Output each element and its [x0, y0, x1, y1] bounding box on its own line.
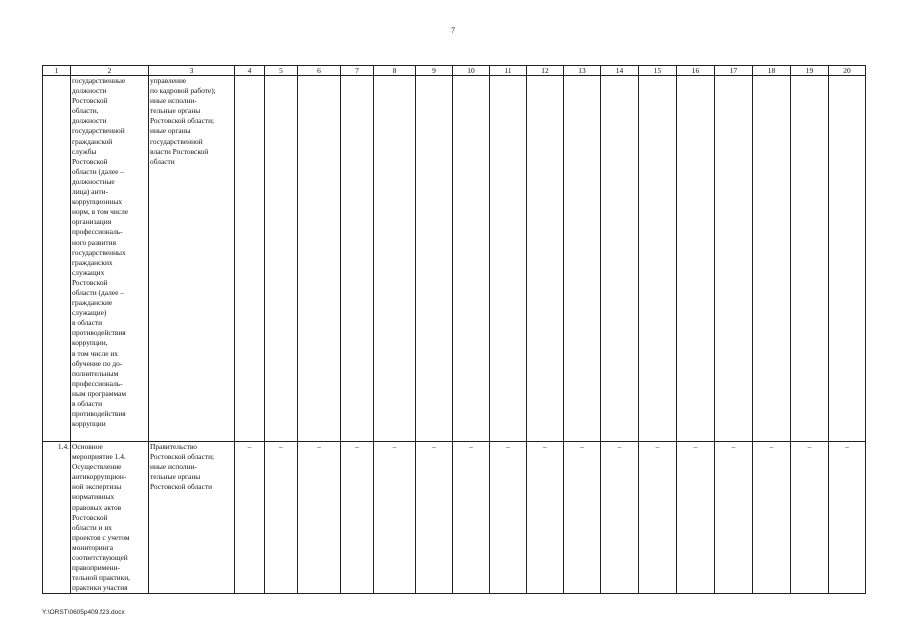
text-line: мероприятие 1.4. [72, 452, 126, 462]
text-line: Ростовской [72, 156, 108, 166]
text-line: должности [72, 86, 107, 96]
text-line: обучение по до- [72, 358, 123, 368]
value-cell [527, 76, 564, 442]
responsible-executors [149, 442, 235, 594]
text-line: организация [72, 217, 112, 227]
column-header: 6 [298, 66, 341, 76]
text-line: соответствующей [72, 553, 128, 563]
text-line: гражданской [72, 136, 113, 146]
column-header: 2 [71, 66, 149, 76]
text-line: мониторинга [72, 542, 114, 552]
text-line: Ростовской области [150, 482, 213, 492]
text-line: Основное [72, 442, 103, 451]
value-cell: – [298, 442, 341, 594]
text-line: профессиональ- [72, 378, 123, 388]
text-line: в области [72, 399, 103, 408]
value-cell: – [829, 442, 866, 594]
text-line: противодействия [72, 328, 126, 338]
column-header: 13 [564, 66, 601, 76]
value-cell [341, 76, 374, 442]
text-line: ной экспертизы [72, 482, 122, 492]
page-number: 7 [451, 26, 455, 35]
value-cell [374, 76, 416, 442]
file-path-footer: Y:\ORST\0605p409.f23.docx [42, 609, 125, 616]
text-line: тельной практики, [72, 573, 131, 583]
value-cell [677, 76, 715, 442]
text-line: области (далее – [72, 287, 124, 297]
text-line: тельные органы [150, 472, 201, 482]
text-line: государственные [72, 76, 126, 85]
column-header: 1 [43, 66, 71, 76]
item-number [43, 76, 71, 442]
text-line: норм, в том числе [72, 207, 129, 217]
value-cell [564, 76, 601, 442]
value-cell: – [564, 442, 601, 594]
value-cell: – [791, 442, 829, 594]
value-cell: – [374, 442, 416, 594]
text-line: по кадровой работе); [150, 86, 216, 96]
text-line: области (далее – [72, 166, 124, 176]
text-line: противодействия [72, 409, 126, 419]
table-row [43, 442, 866, 594]
text-line: области, [72, 106, 99, 116]
value-cell [601, 76, 639, 442]
text-line: Осуществление [72, 462, 122, 472]
text-line: управление [150, 76, 187, 85]
text-line: Ростовской [72, 96, 108, 106]
responsible-executors [149, 76, 235, 442]
value-cell [829, 76, 866, 442]
text-line: гражданские [72, 298, 113, 308]
text-line: коррупционных [72, 197, 123, 207]
header-row [43, 66, 866, 76]
text-line: профессиональ- [72, 227, 123, 237]
column-header: 18 [753, 66, 791, 76]
text-line: правовых актов [72, 502, 122, 512]
value-cell [490, 76, 527, 442]
value-cell [416, 76, 453, 442]
text-line: в области [72, 318, 103, 328]
text-line: Ростовской области; [150, 116, 215, 126]
text-line: ным программам [72, 388, 127, 398]
value-cell: – [527, 442, 564, 594]
column-header: 4 [235, 66, 265, 76]
item-number: 1.4. [43, 442, 71, 594]
value-cell: – [235, 442, 265, 594]
value-cell [265, 76, 298, 442]
column-header: 9 [416, 66, 453, 76]
column-header: 10 [453, 66, 490, 76]
text-line: антикоррупцион- [72, 472, 127, 482]
text-line: тельные органы [150, 106, 201, 116]
value-cell [453, 76, 490, 442]
value-cell [715, 76, 753, 442]
text-line: гражданских [72, 257, 113, 267]
text-line: службы [72, 146, 97, 156]
table-row [43, 76, 866, 442]
text-line: в том числе их [72, 348, 118, 358]
column-header: 17 [715, 66, 753, 76]
text-line: государственной [72, 126, 125, 136]
text-line: государственной [150, 136, 203, 146]
value-cell: – [639, 442, 677, 594]
column-header: 3 [149, 66, 235, 76]
text-line: власти Ростовской [150, 146, 209, 156]
column-header: 8 [374, 66, 416, 76]
text-line: коррупции [72, 419, 106, 429]
value-cell: – [715, 442, 753, 594]
text-line: государственных [72, 247, 126, 257]
column-header: 20 [829, 66, 866, 76]
value-cell [639, 76, 677, 442]
text-line: служащие) [72, 308, 107, 318]
measure-description [71, 442, 149, 594]
text-line: нормативных [72, 492, 115, 502]
text-line: Ростовской [72, 277, 108, 287]
text-line: служащих [72, 267, 105, 277]
text-line: Ростовской области; [150, 452, 215, 462]
column-header: 15 [639, 66, 677, 76]
text-line: лица) анти- [72, 187, 109, 197]
text-line: должностные [72, 176, 115, 186]
text-line: Ростовской [72, 512, 108, 522]
text-line: Правительство [150, 442, 197, 451]
value-cell: – [265, 442, 298, 594]
measure-description [71, 76, 149, 442]
value-cell: – [677, 442, 715, 594]
column-header: 14 [601, 66, 639, 76]
text-line: коррупции, [72, 338, 108, 348]
column-header: 19 [791, 66, 829, 76]
value-cell: – [416, 442, 453, 594]
column-header: 5 [265, 66, 298, 76]
value-cell [235, 76, 265, 442]
text-line: иные органы [150, 126, 191, 136]
text-line: ного развития [72, 237, 116, 247]
value-cell: – [601, 442, 639, 594]
column-header: 7 [341, 66, 374, 76]
text-line: правопримени- [72, 563, 120, 573]
column-header: 12 [527, 66, 564, 76]
text-line: иные исполни- [150, 96, 197, 106]
value-cell: – [341, 442, 374, 594]
text-line: проектов с учетом [72, 532, 130, 542]
text-line: области [150, 156, 175, 166]
text-line: полнительным [72, 368, 119, 378]
value-cell: – [490, 442, 527, 594]
text-line: практики участия [72, 583, 128, 593]
text-line: должности [72, 116, 107, 126]
program-table [42, 65, 866, 594]
text-line: области и их [72, 522, 113, 532]
text-line: иные исполни- [150, 462, 197, 472]
value-cell [753, 76, 791, 442]
value-cell: – [453, 442, 490, 594]
value-cell [298, 76, 341, 442]
value-cell: – [753, 442, 791, 594]
value-cell [791, 76, 829, 442]
column-header: 16 [677, 66, 715, 76]
column-header: 11 [490, 66, 527, 76]
